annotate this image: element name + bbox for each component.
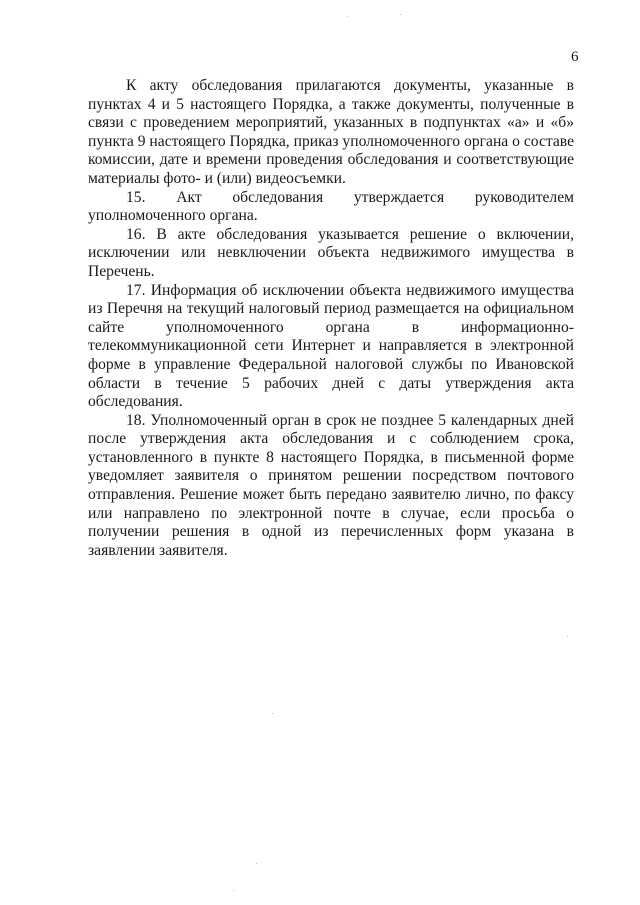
scan-speck — [233, 890, 234, 891]
paragraph-18: 18. Уполномоченный орган в срок не позднее 5 календарных дней после утверждения акта обследования и с соблюдением срока, установленного в пункте 8 настоящего Порядка, в письменной форме уведомляет заявителя о принятом решении посредством почтового отправления. Решение может быть передано заявителю лично, по факсу или направлено по электронной почте в случае, если просьба о получении решения в одной из перечисленных форм указана в заявлении заявителя. — [88, 411, 574, 559]
scan-speck — [567, 636, 568, 637]
paragraph-16: 16. В акте обследования указывается решение о включении, исключении или невключении объекта недвижимого имущества в Перечень. — [88, 225, 574, 280]
paragraph-15: 15. Акт обследования утверждается руководителем уполномоченного органа. — [88, 188, 574, 225]
scan-speck — [256, 863, 257, 864]
document-body — [88, 77, 574, 560]
page-number: 6 — [571, 49, 579, 65]
scan-speck — [400, 14, 401, 15]
scan-speck — [347, 16, 348, 17]
paragraph-17: 17. Информация об исключении объекта недвижимого имущества из Перечня на текущий налоговый период размещается на официальном сайте уполномоченного органа в информационно-телекоммуникационной сети Интернет и направляется в электронной форме в управление Федеральной налоговой службы по Ивановской области в течение 5 рабочих дней с даты утверждения акта обследования. — [88, 281, 574, 411]
scan-speck — [272, 713, 273, 714]
paragraph-attachments: К акту обследования прилагаются документы, указанные в пунктах 4 и 5 настоящего Порядка, а также документы, полученные в связи с проведением мероприятий, указанных в подпунктах «а» и «б» пункта 9 настоящего Порядка, приказ уполномоченного органа о составе комиссии, дате и времени проведения обследования и соответствующие материалы фото- и (или) видеосъемки. — [88, 77, 574, 187]
